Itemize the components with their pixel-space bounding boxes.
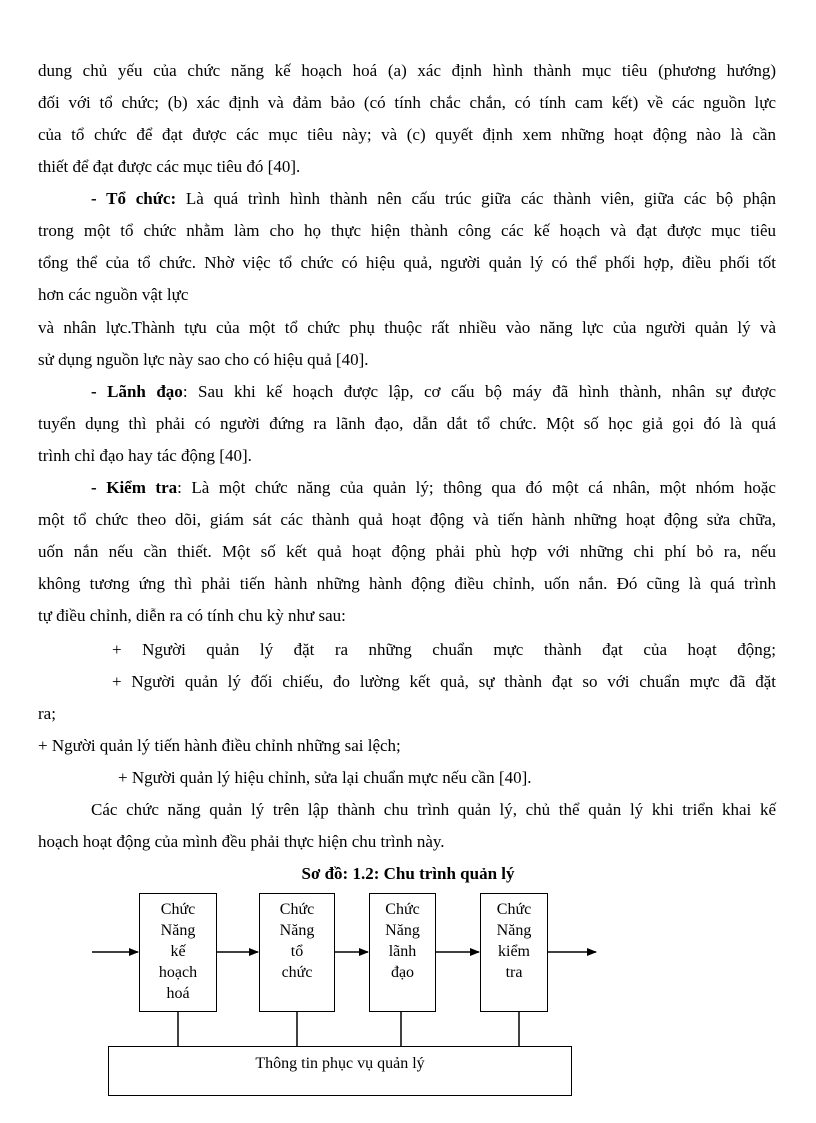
box-kiem-tra bbox=[480, 893, 548, 1012]
text-line: Các chức năng quản lý trên lập thành chu trình quản lý, chủ thể quản lý khi triển khai kế bbox=[91, 800, 776, 819]
text-line: tổng thể của tổ chức. Nhờ việc tổ chức có hiệu quả, người quản lý có thể phối hợp, điều phối tốt bbox=[38, 253, 776, 272]
text-line: uốn nắn nếu cần thiết. Một số kết quả hoạt động phải phù hợp với những chi phí bỏ ra, nếu bbox=[38, 542, 776, 561]
to-chuc-label: - Tổ chức: bbox=[91, 189, 177, 208]
box-ke-hoach-hoa bbox=[139, 893, 217, 1012]
text-span: : Sau khi kế hoạch được lập, cơ cấu bộ máy đã hình thành, nhân sự được bbox=[182, 382, 776, 401]
text-line: tuyển dụng thì phải có người đứng ra lãnh đạo, dẫn dắt tổ chức. Một số học giả gọi đó là quá bbox=[38, 414, 776, 433]
text-line: trong một tổ chức nhằm làm cho họ thực hiện thành công các kế hoạch và đạt được mục tiêu bbox=[38, 221, 776, 240]
box-line: hoá bbox=[166, 985, 190, 1002]
box-line: hoạch bbox=[158, 964, 198, 981]
text-span: Là quá trình hình thành nên cấu trúc giữa các thành viên, giữa các bộ phận bbox=[176, 189, 776, 208]
text-span: : Là một chức năng của quản lý; thông qua đó một cá nhân, một nhóm hoặc bbox=[177, 478, 776, 497]
box-line: Chức bbox=[279, 901, 315, 918]
text-line: hơn các nguồn vật lực bbox=[38, 285, 189, 304]
box-line: đạo bbox=[390, 964, 415, 981]
text-line: sử dụng nguồn lực này sao cho có hiệu quả [40]. bbox=[38, 350, 369, 369]
text-line: một tổ chức theo dõi, giám sát các thành quả hoạt động và tiến hành những hoạt động sửa chữa, bbox=[38, 510, 776, 529]
bullet-item: + Người quản lý đối chiếu, đo lường kết quả, sự thành đạt so với chuẩn mực đã đặt bbox=[112, 672, 776, 691]
box-line: Năng bbox=[160, 922, 196, 939]
text-line: dung chủ yếu của chức năng kế hoạch hoá (a) xác định hình thành mục tiêu (phương hướng) bbox=[38, 61, 776, 80]
text-line: tự điều chỉnh, diễn ra có tính chu kỳ như sau: bbox=[38, 606, 346, 625]
box-line: Năng bbox=[496, 922, 532, 939]
box-lanh-dao bbox=[369, 893, 436, 1012]
text-line: của tổ chức để đạt được các mục tiêu này; và (c) quyết định xem những hoạt động nào là cần bbox=[38, 125, 776, 144]
lanh-dao-label: - Lãnh đạo bbox=[91, 382, 183, 401]
box-thong-tin-label: Thông tin phục vụ quản lý bbox=[255, 1055, 425, 1072]
box-to-chuc bbox=[259, 893, 335, 1012]
text-line: và nhân lực.Thành tựu của một tổ chức phụ thuộc rất nhiều vào năng lực của người quản lý và bbox=[38, 318, 776, 337]
box-line: lãnh bbox=[388, 943, 417, 960]
box-line: chức bbox=[281, 964, 313, 981]
text-line: không tương ứng thì phải tiến hành những hành động điều chỉnh, uốn nắn. Đó cũng là quá trình bbox=[38, 574, 776, 593]
box-line: Chức bbox=[160, 901, 196, 918]
text-line: ra; bbox=[38, 704, 56, 723]
box-lanh-dao-label bbox=[370, 899, 435, 983]
text-line: trình chỉ đạo hay tác động [40]. bbox=[38, 446, 252, 465]
box-line: Năng bbox=[279, 922, 315, 939]
box-line: kế bbox=[170, 943, 186, 960]
box-thong-tin bbox=[108, 1046, 572, 1096]
box-line: kiểm bbox=[498, 943, 530, 960]
text-line: đối với tổ chức; (b) xác định và đảm bảo (có tính chắc chắn, có tính cam kết) về các nguồn lực bbox=[38, 93, 776, 112]
box-line: Chức bbox=[496, 901, 532, 918]
box-ke-hoach-hoa-label bbox=[140, 899, 216, 1004]
box-line: tra bbox=[505, 964, 523, 981]
kiem-tra-label: - Kiểm tra bbox=[91, 478, 178, 497]
bullet-item: + Người quản lý hiệu chỉnh, sửa lại chuẩn mực nếu cần [40]. bbox=[118, 768, 532, 787]
diagram-caption: Sơ đồ: 1.2: Chu trình quản lý bbox=[301, 864, 515, 883]
box-line: Năng bbox=[385, 922, 420, 939]
box-kiem-tra-label bbox=[481, 899, 547, 983]
bullet-item: + Người quản lý tiến hành điều chỉnh những sai lệch; bbox=[38, 736, 401, 755]
box-line: tổ bbox=[290, 943, 304, 960]
text-line: hoạch hoạt động của mình đều phải thực hiện chu trình này. bbox=[38, 832, 445, 851]
bullet-item: + Người quản lý đặt ra những chuẩn mực thành đạt của hoạt động; bbox=[112, 640, 776, 659]
box-line: Chức bbox=[385, 901, 420, 918]
text-line: thiết để đạt được các mục tiêu đó [40]. bbox=[38, 157, 301, 176]
box-to-chuc-label bbox=[260, 899, 334, 983]
